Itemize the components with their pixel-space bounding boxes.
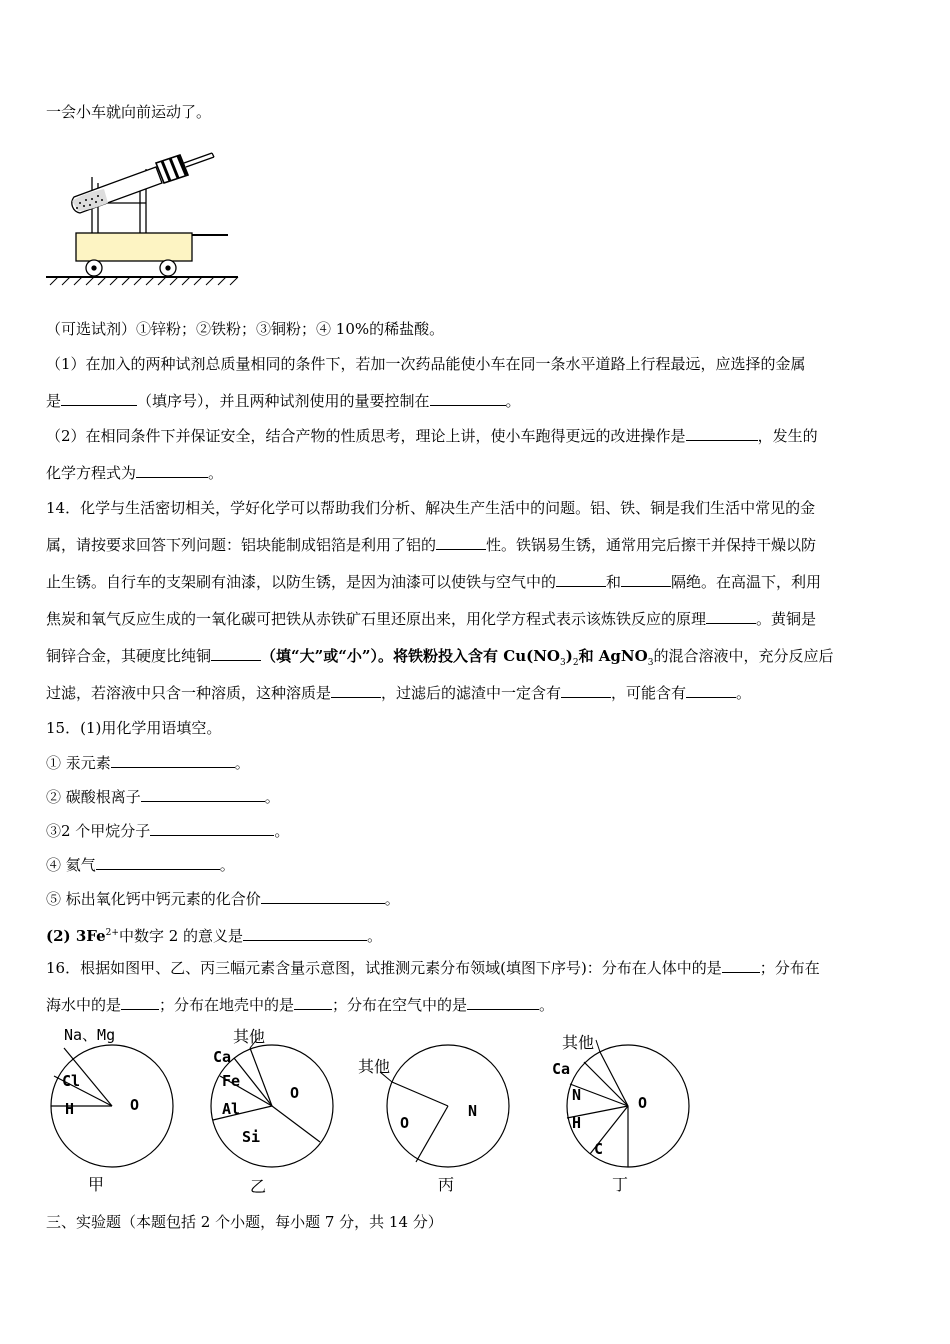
answer-blank[interactable] (331, 683, 381, 698)
pie-jia-label-h: H (65, 1100, 75, 1118)
q15-item2: ② 碳酸根离子 。 (46, 788, 280, 806)
pie-ding-label-o: O (638, 1094, 648, 1112)
pie-ding-label-h: H (572, 1114, 582, 1132)
q14-line5: 铜锌合金，其硬度比纯铜 （填“大”或“小”）。将铁粉投入含有 $Cu(NO_3)_2$和 AgNO$_3$的混合溶液中，充分反应后 (46, 647, 834, 668)
answer-blank[interactable] (686, 683, 736, 698)
intro-line: 一会小车就向前运动了。 (46, 103, 212, 121)
pie-yi-label-al: Al (222, 1100, 241, 1118)
pie-yi-label-o: O (290, 1084, 300, 1102)
answer-blank[interactable] (430, 391, 506, 406)
pie-jia-label-cl: Cl (62, 1072, 81, 1090)
pie-yi-label-other: 其他 (233, 1027, 266, 1046)
answer-blank[interactable] (561, 683, 611, 698)
pie-yi-label-fe: Fe (222, 1072, 241, 1090)
pie-bing-caption: 丙 (438, 1175, 455, 1194)
answer-blank[interactable] (436, 535, 486, 550)
q16-line2: 海水中的是 ；分布在地壳中的是 ；分布在空气中的是 。 (46, 996, 555, 1014)
q15-item5: ⑤ 标出氧化钙中钙元素的化合价 。 (46, 890, 400, 908)
pie-yi-caption: 乙 (250, 1177, 267, 1196)
q13-part1-line2: 是 （填序号），并且两种试剂使用的量要控制在 。 (46, 392, 521, 410)
answer-blank[interactable] (467, 995, 539, 1010)
pie-yi-label-ca: Ca (213, 1048, 232, 1066)
q15-item4: ④ 氦气 。 (46, 856, 235, 874)
q14-line3: 止生锈。自行车的支架刷有油漆，以防生锈，是因为油漆可以使铁与空气中的 和 隔绝。在高温下，利用 (46, 573, 822, 591)
answer-blank[interactable] (294, 995, 332, 1010)
q15-item1: ① 汞元素 。 (46, 754, 250, 772)
q14-line6: 过滤，若溶液中只含一种溶质，这种溶质是 ，过滤后的滤渣中一定含有 ，可能含有 。 (46, 684, 752, 702)
pie-bing-label-other: 其他 (358, 1057, 391, 1076)
answer-blank[interactable] (111, 753, 235, 768)
reagents-line: （可选试剂）①锌粉；②铁粉；③铜粉；④ 10%的稀盐酸。 (46, 320, 445, 338)
answer-blank[interactable] (243, 926, 367, 941)
pie-ding-label-n: N (572, 1086, 582, 1104)
pie-jia-caption: 甲 (88, 1175, 105, 1194)
answer-blank[interactable] (261, 889, 385, 904)
answer-blank[interactable] (211, 646, 261, 661)
q14-line2: 属，请按要求回答下列问题：铝块能制成铝箔是利用了铝的 性。铁锅易生锈，通常用完后擦干并保持干燥以防 (46, 536, 817, 554)
cart-apparatus-figure (44, 145, 244, 290)
q14-line4: 焦炭和氧气反应生成的一氧化碳可把铁从赤铁矿石里还原出来，用化学方程式表示该炼铁反应的原理 。黄铜是 (46, 610, 817, 628)
answer-blank[interactable] (121, 995, 159, 1010)
pie-ding-label-other: 其他 (562, 1033, 595, 1052)
pie-ding-caption: 丁 (612, 1175, 629, 1194)
q16-line1: 16．根据如图甲、乙、丙三幅元素含量示意图，试推测元素分布领域(填图下序号)：分布在人体中的是 ；分布在 (46, 959, 820, 977)
answer-blank[interactable] (621, 572, 671, 587)
answer-blank[interactable] (722, 958, 760, 973)
q15-part2: (2) $3Fe^{2+}$中数字 2 的意义是 。 (46, 927, 383, 945)
answer-blank[interactable] (136, 463, 208, 478)
pie-ding-label-c: C (594, 1140, 604, 1158)
answer-blank[interactable] (150, 821, 274, 836)
pie-ding-label-ca: Ca (552, 1060, 571, 1078)
q15-item3: ③2 个甲烷分子 。 (46, 822, 290, 840)
answer-blank[interactable] (141, 787, 265, 802)
q13-part2-line2: 化学方程式为 。 (46, 464, 224, 482)
pie-bing-label-o: O (400, 1114, 410, 1132)
pie-jia-label-namg: Na、Mg (64, 1026, 116, 1044)
q13-part1-line1: （1）在加入的两种试剂总质量相同的条件下，若加一次药品能使小车在同一条水平道路上行程最远，应选择的金属 (46, 355, 806, 373)
pie-jia-label-o: O (130, 1096, 140, 1114)
q13-part2-line1: （2）在相同条件下并保证安全，结合产物的性质思考，理论上讲，使小车跑得更远的改进操作是 ，发生的 (46, 427, 818, 445)
q15-title: 15．(1)用化学用语填空。 (46, 719, 222, 737)
pie-yi-label-si: Si (242, 1128, 261, 1146)
answer-blank[interactable] (686, 426, 758, 441)
element-pie-diagrams (0, 1020, 950, 1200)
answer-blank[interactable] (556, 572, 606, 587)
pie-bing-label-n: N (468, 1102, 478, 1120)
answer-blank[interactable] (96, 855, 220, 870)
answer-blank[interactable] (61, 391, 137, 406)
q14-line1: 14．化学与生活密切相关，学好化学可以帮助我们分析、解决生产生活中的问题。铝、铁、铜是我们生活中常见的金 (46, 499, 816, 517)
answer-blank[interactable] (706, 609, 756, 624)
section-3-heading: 三、实验题（本题包括 2 个小题，每小题 7 分，共 14 分） (46, 1213, 443, 1231)
